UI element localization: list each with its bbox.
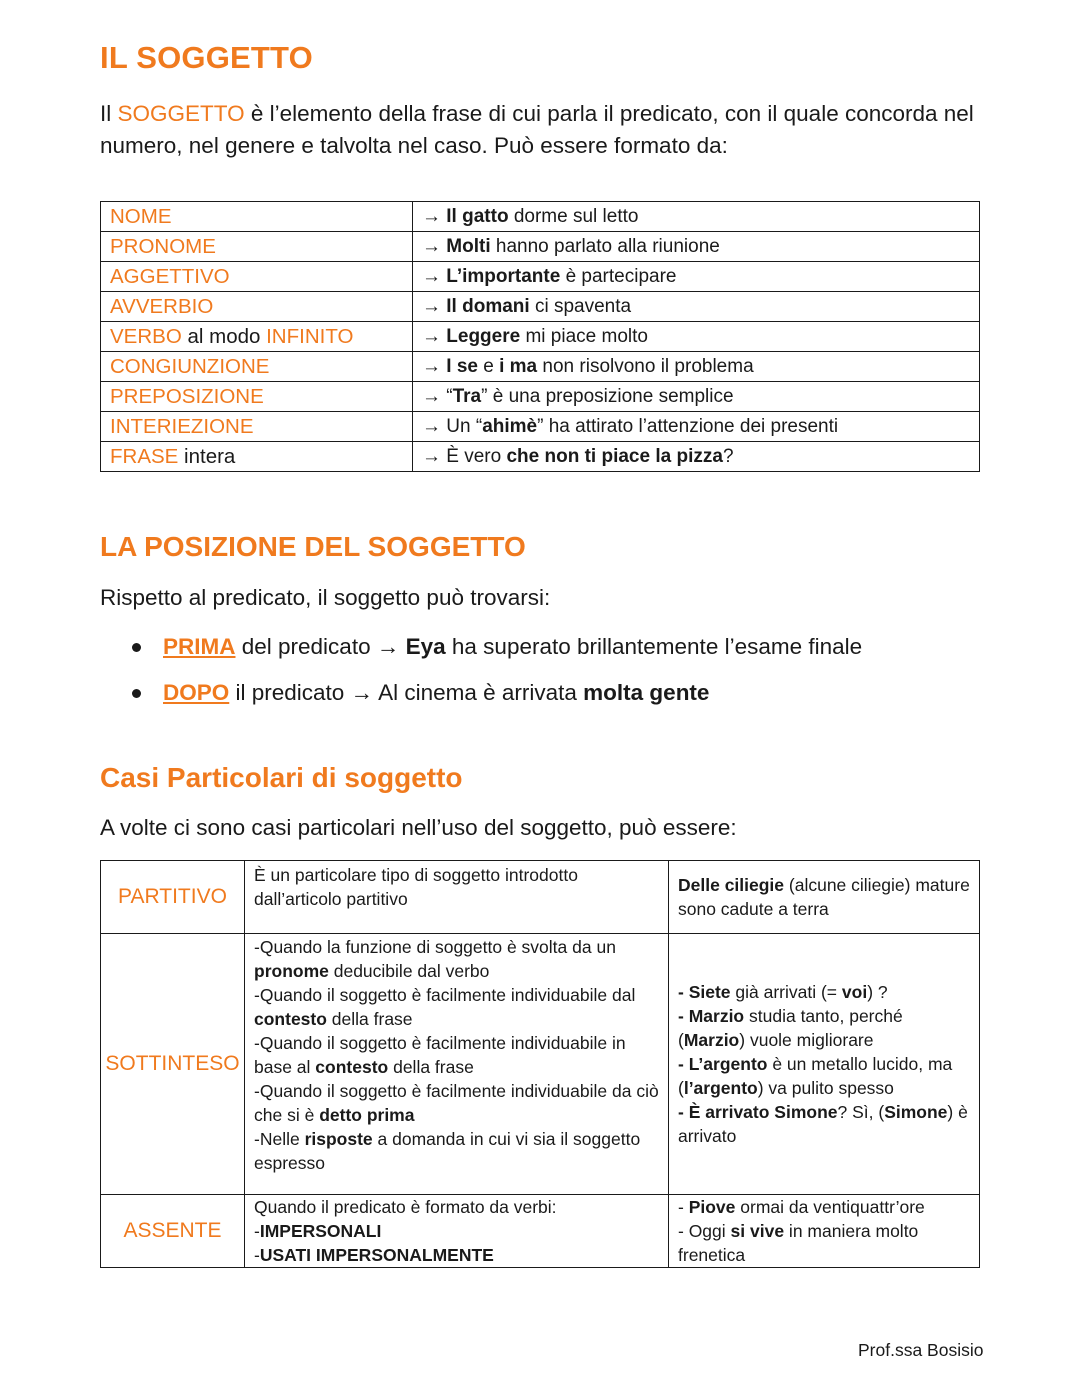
form-type-cell: [101, 412, 413, 442]
arrow-icon: →: [422, 206, 447, 227]
table-row: [101, 382, 980, 412]
example-cell: [413, 262, 980, 292]
example-subject: L’importante: [446, 266, 561, 287]
case-examples: [669, 934, 980, 1195]
example-cell: [413, 382, 980, 412]
description-keyword: contesto: [254, 1009, 327, 1029]
list-text: del predicato: [235, 634, 377, 659]
description-line: [254, 1031, 659, 1079]
description-keyword: contesto: [315, 1057, 389, 1077]
example-text: - Oggi: [678, 1221, 731, 1241]
example-cell: [413, 322, 980, 352]
case-name: SOTTINTESO: [101, 934, 245, 1195]
arrow-icon: →: [422, 296, 447, 317]
description-keyword: risposte: [304, 1129, 373, 1149]
section-heading-special-cases: Casi Particolari di soggetto: [100, 762, 463, 793]
position-keyword: PRIMA: [163, 634, 236, 659]
example-text: “: [446, 386, 453, 407]
form-type-cell: [101, 232, 413, 262]
table-row: [101, 322, 980, 352]
example-subject: Molti: [446, 236, 491, 257]
position-intro: Rispetto al predicato, il soggetto può trovarsi:: [100, 585, 551, 610]
example-subject: Tra: [452, 386, 482, 407]
description-keyword: USATI IMPERSONALMENTE: [259, 1245, 494, 1265]
intro-text: Il: [100, 101, 118, 126]
description-line: [254, 935, 659, 983]
example-cell: [413, 202, 980, 232]
arrow-icon: →: [422, 326, 447, 347]
case-examples: [669, 861, 980, 934]
form-type-cell: [101, 352, 413, 382]
form-type-cell: [101, 322, 413, 352]
case-description: [245, 934, 669, 1195]
description-text: -Nelle: [254, 1129, 305, 1149]
arrow-icon: →: [376, 634, 400, 659]
position-list: [130, 628, 862, 720]
table-row: [101, 861, 980, 934]
example-subject: i ma: [499, 356, 538, 377]
description-line: Quando il predicato è formato da verbi:: [254, 1197, 557, 1217]
example-text: -: [678, 1006, 689, 1026]
section-heading-position: LA POSIZIONE DEL SOGGETTO: [100, 531, 526, 562]
example-subject: Leggere: [446, 326, 521, 347]
special-intro: A volte ci sono casi particolari nell’uso del soggetto, può essere:: [100, 815, 737, 840]
description-text: -Quando il soggetto è facilmente individuabile da ciò che si è: [254, 1081, 659, 1125]
description-text: a domanda in cui vi sia il soggetto espresso: [254, 1129, 641, 1173]
form-type-rest: intera: [178, 445, 236, 468]
page-title: IL SOGGETTO: [100, 40, 313, 75]
author-footer: Prof.ssa Bosisio: [858, 1340, 984, 1360]
example-line: [678, 1195, 970, 1219]
example-text: mi piace molto: [520, 326, 648, 347]
example-text: - È arrivato: [678, 1102, 775, 1122]
example-subject: Delle ciliegie: [678, 875, 785, 895]
example-text: e: [477, 356, 500, 377]
form-type: AGGETTIVO: [110, 265, 230, 288]
table-row: [101, 232, 980, 262]
example-cell: [413, 292, 980, 322]
example-text: ” è una preposizione semplice: [481, 386, 734, 407]
form-type-cell: [101, 262, 413, 292]
description-line: [254, 1079, 659, 1127]
example-text: hanno parlato alla riunione: [490, 236, 720, 257]
form-type: CONGIUNZIONE: [110, 355, 270, 378]
example-text: è un metallo lucido, ma (: [678, 1054, 953, 1098]
example-subject: Il domani: [446, 296, 530, 317]
description-text: della frase: [388, 1057, 474, 1077]
example-text: non risolvono il problema: [537, 356, 754, 377]
example-text: Un “: [446, 416, 483, 437]
example-subject: che non ti piace la pizza: [506, 446, 723, 467]
description-text: -: [254, 1245, 260, 1265]
example-text: ” ha attirato l’attenzione dei presenti: [537, 416, 839, 437]
arrow-icon: →: [422, 356, 447, 377]
form-type: VERBO: [110, 325, 182, 348]
description-text: deducibile dal verbo: [328, 961, 490, 981]
bullet-icon: [132, 643, 141, 652]
form-type-cell: [101, 442, 413, 472]
description-text: -: [254, 1221, 260, 1241]
example-line: [678, 980, 970, 1004]
example-text: -: [678, 1197, 689, 1217]
form-type-cell: [101, 202, 413, 232]
example-text: è partecipare: [560, 266, 677, 287]
example-text: È vero: [446, 446, 507, 467]
description-text: -Quando la funzione di soggetto è svolta da un: [254, 937, 616, 957]
intro-text: è l’elemento della frase di cui parla il predicato, con il quale concorda nel numero, nel genere e talvolta nel caso. Può essere formato da:: [100, 101, 974, 158]
example-text: ) vuole migliorare: [739, 1030, 874, 1050]
example-subject: si vive: [730, 1221, 785, 1241]
example-line: [678, 1219, 970, 1267]
description-keyword: pronome: [254, 961, 329, 981]
arrow-icon: →: [422, 416, 447, 437]
example-subject: l’argento: [683, 1078, 758, 1098]
example-text: già arrivati (=: [730, 982, 842, 1002]
example-subject: Marzio: [688, 1006, 745, 1026]
form-type: INTERIEZIONE: [110, 415, 254, 438]
example-subject: voi: [841, 982, 868, 1002]
example-text: -: [678, 982, 689, 1002]
list-item: [130, 628, 862, 674]
example-text: in maniera molto frenetica: [678, 1221, 919, 1265]
description-keyword: detto prima: [319, 1105, 415, 1125]
example-text: ) va pulito spesso: [757, 1078, 894, 1098]
example-text: -: [678, 1054, 689, 1074]
case-examples: [669, 1195, 980, 1268]
description-line: [254, 1219, 659, 1243]
example-text: studia tanto, perché (: [678, 1006, 903, 1050]
bullet-icon: [132, 689, 141, 698]
table-row: [101, 202, 980, 232]
list-text: ha superato brillantemente l’esame finale: [445, 634, 863, 659]
case-description: [245, 1195, 669, 1268]
intro-keyword: SOGGETTO: [117, 101, 245, 126]
description-text: È un particolare tipo di soggetto introdotto dall’articolo partitivo: [254, 865, 578, 909]
example-line: [678, 1100, 970, 1148]
table-row: [101, 442, 980, 472]
example-text: ormai da ventiquattr’ore: [735, 1197, 925, 1217]
intro-paragraph: [100, 98, 990, 162]
example-line: [678, 1004, 970, 1052]
example-subject: L’argento: [688, 1054, 768, 1074]
example-cell: [413, 442, 980, 472]
example-subject: Piove: [688, 1197, 736, 1217]
example-text: ) è arrivato: [678, 1102, 968, 1146]
example-text: ? Sì, (: [837, 1102, 885, 1122]
description-line: [254, 1243, 659, 1267]
form-type: PREPOSIZIONE: [110, 385, 264, 408]
subject-forms-table: [100, 201, 980, 472]
case-name: ASSENTE: [101, 1195, 245, 1268]
special-cases-table: [100, 860, 980, 1268]
example-cell: [413, 352, 980, 382]
example-subject: Eya: [405, 634, 446, 659]
form-type-cell: [101, 382, 413, 412]
form-type-cell: [101, 292, 413, 322]
table-row: [101, 352, 980, 382]
form-type: FRASE: [110, 445, 179, 468]
arrow-icon: →: [350, 680, 374, 705]
example-subject: ahimè: [482, 416, 538, 437]
example-subject: Simone: [774, 1102, 838, 1122]
arrow-icon: →: [422, 266, 447, 287]
arrow-icon: →: [422, 386, 447, 407]
table-row: [101, 262, 980, 292]
list-text: Al cinema è arrivata: [373, 680, 584, 705]
description-text: -Quando il soggetto è facilmente individuabile in base al: [254, 1033, 626, 1077]
form-type: AVVERBIO: [110, 295, 214, 318]
example-cell: [413, 232, 980, 262]
list-text: il predicato: [229, 680, 351, 705]
description-text: della frase: [326, 1009, 413, 1029]
case-name: PARTITIVO: [101, 861, 245, 934]
description-keyword: IMPERSONALI: [259, 1221, 382, 1241]
example-subject: Siete: [688, 982, 731, 1002]
example-text: ci spaventa: [529, 296, 632, 317]
form-type: INFINITO: [266, 325, 354, 348]
arrow-icon: →: [422, 446, 447, 467]
form-type: NOME: [110, 205, 172, 228]
example-text: ) ?: [867, 982, 888, 1002]
table-row: [101, 412, 980, 442]
case-description: [245, 861, 669, 934]
form-type-rest: al modo: [181, 325, 267, 348]
description-line: [254, 983, 659, 1031]
example-subject: Marzio: [683, 1030, 740, 1050]
example-subject: molta gente: [583, 680, 710, 705]
example-subject: I se: [446, 356, 478, 377]
table-row: [101, 292, 980, 322]
form-type: PRONOME: [110, 235, 216, 258]
example-subject: Simone: [884, 1102, 948, 1122]
description-text: -Quando il soggetto è facilmente individuabile dal: [254, 985, 636, 1005]
example-subject: Il gatto: [446, 206, 509, 227]
table-row: [101, 1195, 980, 1268]
example-text: (alcune ciliegie) mature sono cadute a terra: [678, 875, 970, 919]
table-row: [101, 934, 980, 1195]
arrow-icon: →: [422, 236, 447, 257]
example-text: dorme sul letto: [508, 206, 639, 227]
list-item: [130, 674, 862, 720]
description-line: [254, 1127, 659, 1175]
position-keyword: DOPO: [163, 680, 230, 705]
example-cell: [413, 412, 980, 442]
example-text: ?: [722, 446, 734, 467]
example-line: [678, 1052, 970, 1100]
